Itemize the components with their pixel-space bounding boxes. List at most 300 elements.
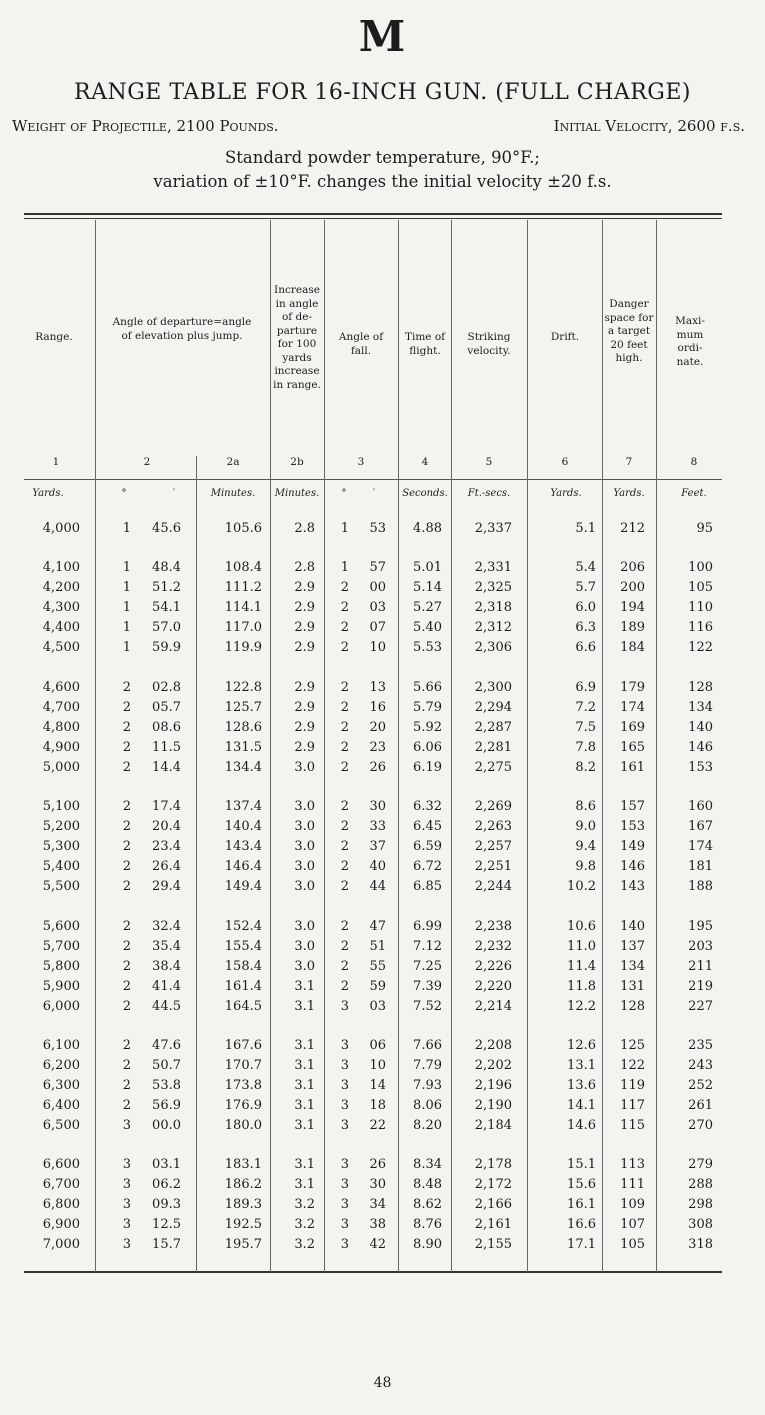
- table-cell: 167.6: [224, 1038, 262, 1053]
- table-cell: 2: [340, 699, 349, 715]
- table-cell: 2,331: [474, 560, 512, 576]
- table-cell: 140.4: [224, 819, 262, 835]
- table-cell: 2,306: [474, 640, 512, 656]
- table-cell: 00: [369, 580, 386, 596]
- table-cell: 5.66: [413, 679, 442, 695]
- table-cell: 6,800: [42, 1197, 80, 1213]
- table-cell: 2,238: [474, 918, 512, 934]
- table-cell: 6.19: [413, 759, 442, 775]
- table-cell: 298: [688, 1197, 713, 1213]
- table-row: [0, 859, 765, 879]
- table-cell: 44: [369, 879, 386, 895]
- column-number: 2: [143, 456, 151, 468]
- table-cell: 3.1: [294, 1098, 315, 1113]
- table-cell: 174: [620, 699, 645, 715]
- table-cell: 2,263: [474, 819, 512, 835]
- table-cell: 8.76: [413, 1217, 442, 1233]
- table-cell: 16.6: [567, 1217, 596, 1233]
- header-time-of-flight: Time of flight.: [404, 331, 446, 357]
- table-cell: 2: [122, 1078, 131, 1093]
- table-cell: 45.6: [152, 521, 181, 536]
- table-cell: 2: [122, 958, 131, 974]
- unit-seconds: Seconds.: [402, 488, 448, 499]
- table-cell: 2: [340, 759, 349, 775]
- column-number: 5: [485, 456, 493, 468]
- table-cell: 2.8: [294, 560, 315, 576]
- table-cell: 2: [122, 679, 131, 695]
- table-cell: 6.45: [413, 819, 442, 835]
- table-cell: 6,000: [42, 998, 80, 1014]
- table-cell: 37: [369, 839, 386, 855]
- table-cell: 2,172: [474, 1177, 512, 1193]
- table-cell: 2: [340, 719, 349, 735]
- table-cell: 3: [340, 1098, 349, 1113]
- table-cell: 15.1: [567, 1157, 596, 1173]
- table-cell: 23: [369, 739, 386, 755]
- table-cell: 105: [688, 580, 713, 596]
- table-cell: 09.3: [152, 1197, 181, 1213]
- unit-ft-secs: Ft.-secs.: [467, 488, 511, 499]
- table-cell: 6.0: [575, 600, 596, 616]
- header-danger-space: Danger space for a target 20 feet high.: [604, 298, 654, 364]
- table-cell: 2: [122, 859, 131, 875]
- table-cell: 3: [340, 1237, 349, 1253]
- table-cell: 2: [340, 839, 349, 855]
- table-cell: 55: [369, 958, 386, 974]
- table-row: [0, 799, 765, 819]
- table-cell: 169: [620, 719, 645, 735]
- table-cell: 122.8: [224, 679, 262, 695]
- table-cell: 2: [122, 998, 131, 1014]
- table-cell: 4.88: [413, 521, 442, 536]
- table-cell: 2,294: [474, 699, 512, 715]
- table-cell: 5.40: [413, 620, 442, 636]
- table-cell: 192.5: [224, 1217, 262, 1233]
- table-cell: 116: [688, 620, 713, 636]
- table-cell: 2: [340, 580, 349, 596]
- table-row: [0, 1157, 765, 1177]
- table-cell: 4,400: [42, 620, 80, 636]
- table-cell: 115: [620, 1118, 645, 1133]
- table-cell: 2: [122, 719, 131, 735]
- table-cell: 2,214: [474, 998, 512, 1014]
- table-cell: 6.6: [575, 640, 596, 656]
- header-range: Range.: [35, 331, 73, 343]
- table-cell: 3: [122, 1157, 131, 1173]
- table-cell: 2,166: [474, 1197, 512, 1213]
- table-cell: 1: [122, 521, 131, 536]
- table-cell: 30: [369, 1177, 386, 1193]
- table-cell: 2: [340, 859, 349, 875]
- table-cell: 288: [688, 1177, 713, 1193]
- table-cell: 10: [369, 640, 386, 656]
- unit-yards: Yards.: [32, 488, 64, 499]
- table-cell: 157: [620, 799, 645, 815]
- table-cell: 8.6: [575, 799, 596, 815]
- table-cell: 12.2: [567, 998, 596, 1014]
- table-cell: 08.6: [152, 719, 181, 735]
- table-cell: 2,318: [474, 600, 512, 616]
- table-cell: 53: [369, 521, 386, 536]
- table-cell: 2.9: [294, 679, 315, 695]
- table-cell: 6.3: [575, 620, 596, 636]
- column-number: 6: [561, 456, 569, 468]
- table-cell: 2: [340, 879, 349, 895]
- table-cell: 212: [620, 521, 645, 536]
- table-cell: 146: [620, 859, 645, 875]
- table-cell: 10: [369, 1058, 386, 1073]
- table-cell: 26.4: [152, 859, 181, 875]
- table-cell: 4,000: [42, 521, 80, 536]
- table-cell: 3: [340, 1078, 349, 1093]
- table-cell: 105.6: [224, 521, 262, 536]
- table-cell: 149: [620, 839, 645, 855]
- table-cell: 173.8: [224, 1078, 262, 1093]
- table-cell: 3: [340, 1058, 349, 1073]
- table-cell: 6.9: [575, 679, 596, 695]
- table-cell: 7.39: [413, 978, 442, 994]
- table-cell: 35.4: [152, 938, 181, 954]
- table-cell: 2,208: [474, 1038, 512, 1053]
- table-cell: 11.4: [567, 958, 596, 974]
- table-cell: 4,700: [42, 699, 80, 715]
- table-cell: 108.4: [224, 560, 262, 576]
- table-cell: 4,200: [42, 580, 80, 596]
- table-cell: 114.1: [224, 600, 262, 616]
- column-number: 2b: [290, 456, 304, 468]
- table-cell: 3.1: [294, 978, 315, 994]
- table-cell: 3.1: [294, 1157, 315, 1173]
- table-cell: 134: [620, 958, 645, 974]
- table-cell: 111.2: [224, 580, 262, 596]
- table-cell: 9.0: [575, 819, 596, 835]
- table-cell: 4,300: [42, 600, 80, 616]
- table-cell: 2,190: [474, 1098, 512, 1113]
- column-number: 4: [421, 456, 429, 468]
- table-cell: 107: [620, 1217, 645, 1233]
- table-cell: 30: [369, 799, 386, 815]
- table-cell: 1: [340, 521, 349, 536]
- table-cell: 2,300: [474, 679, 512, 695]
- table-cell: 47: [369, 918, 386, 934]
- table-cell: 111: [620, 1177, 645, 1193]
- table-row: [0, 1098, 765, 1118]
- table-cell: 128.6: [224, 719, 262, 735]
- table-cell: 48.4: [152, 560, 181, 576]
- table-cell: 53.8: [152, 1078, 181, 1093]
- table-cell: 22: [369, 1118, 386, 1133]
- table-cell: 3.2: [294, 1197, 315, 1213]
- table-cell: 243: [688, 1058, 713, 1073]
- table-cell: 2: [340, 679, 349, 695]
- table-row: [0, 760, 765, 780]
- table-cell: 57.0: [152, 620, 181, 636]
- table-cell: 8.62: [413, 1197, 442, 1213]
- table-row: [0, 919, 765, 939]
- table-cell: 3.1: [294, 998, 315, 1014]
- table-cell: 34: [369, 1197, 386, 1213]
- table-row: [0, 560, 765, 580]
- unit-fall-degrees: °: [341, 488, 347, 499]
- unit-feet: Feet.: [681, 488, 707, 499]
- table-cell: 2: [122, 759, 131, 775]
- table-cell: 140: [620, 918, 645, 934]
- table-cell: 2.9: [294, 699, 315, 715]
- powder-temperature-note: Standard powder temperature, 90°F.;: [225, 148, 540, 167]
- table-cell: 2: [340, 620, 349, 636]
- table-cell: 10.6: [567, 918, 596, 934]
- table-cell: 5,000: [42, 759, 80, 775]
- table-cell: 2.9: [294, 719, 315, 735]
- table-cell: 11.8: [567, 978, 596, 994]
- column-number: 2a: [226, 456, 240, 468]
- table-row: [0, 1217, 765, 1237]
- header-angle-of-departure: Angle of departure=angle of elevation plus jump.: [112, 316, 252, 342]
- table-cell: 128: [620, 998, 645, 1014]
- initial-velocity: Initial Velocity, 2600 f.s.: [553, 117, 745, 135]
- table-cell: 1: [122, 560, 131, 576]
- table-cell: 155.4: [224, 938, 262, 954]
- table-row: [0, 1078, 765, 1098]
- table-cell: 3.1: [294, 1177, 315, 1193]
- table-cell: 5.01: [413, 560, 442, 576]
- table-cell: 143.4: [224, 839, 262, 855]
- table-cell: 3.0: [294, 819, 315, 835]
- table-cell: 2: [340, 938, 349, 954]
- table-cell: 2: [340, 958, 349, 974]
- table-cell: 194: [620, 600, 645, 616]
- table-cell: 23.4: [152, 839, 181, 855]
- table-cell: 5,500: [42, 879, 80, 895]
- table-cell: 143: [620, 879, 645, 895]
- table-cell: 40: [369, 859, 386, 875]
- table-cell: 200: [620, 580, 645, 596]
- table-cell: 279: [688, 1157, 713, 1173]
- table-cell: 14: [369, 1078, 386, 1093]
- table-row: [0, 600, 765, 620]
- table-row: [0, 1197, 765, 1217]
- table-cell: 12.6: [567, 1038, 596, 1053]
- table-cell: 203: [688, 938, 713, 954]
- table-cell: 5.92: [413, 719, 442, 735]
- table-cell: 161: [620, 759, 645, 775]
- table-cell: 2,232: [474, 938, 512, 954]
- table-cell: 2: [340, 739, 349, 755]
- table-cell: 152.4: [224, 918, 262, 934]
- table-cell: 3: [340, 1217, 349, 1233]
- table-cell: 128: [688, 679, 713, 695]
- table-cell: 3: [340, 1177, 349, 1193]
- table-cell: 5,700: [42, 938, 80, 954]
- table-cell: 2: [122, 879, 131, 895]
- table-cell: 06.2: [152, 1177, 181, 1193]
- table-cell: 2.9: [294, 620, 315, 636]
- table-cell: 179: [620, 679, 645, 695]
- table-cell: 16: [369, 699, 386, 715]
- column-number: 3: [357, 456, 365, 468]
- table-cell: 219: [688, 978, 713, 994]
- table-cell: 3.2: [294, 1237, 315, 1253]
- table-cell: 54.1: [152, 600, 181, 616]
- table-cell: 153: [620, 819, 645, 835]
- table-cell: 00.0: [152, 1118, 181, 1133]
- table-cell: 3: [122, 1118, 131, 1133]
- table-cell: 8.20: [413, 1118, 442, 1133]
- table-cell: 47.6: [152, 1038, 181, 1053]
- unit-fall-minutes: ′: [372, 488, 376, 499]
- table-cell: 6,300: [42, 1078, 80, 1093]
- table-cell: 117: [620, 1098, 645, 1113]
- table-cell: 6.06: [413, 739, 442, 755]
- table-cell: 2,184: [474, 1118, 512, 1133]
- table-cell: 2: [122, 1058, 131, 1073]
- table-row: [0, 620, 765, 640]
- table-cell: 29.4: [152, 879, 181, 895]
- table-cell: 318: [688, 1237, 713, 1253]
- table-cell: 7.8: [575, 739, 596, 755]
- table-row: [0, 1237, 765, 1257]
- table-cell: 2,196: [474, 1078, 512, 1093]
- table-cell: 153: [688, 759, 713, 775]
- table-cell: 5,100: [42, 799, 80, 815]
- page-number: 48: [373, 1375, 392, 1391]
- header-increase-in-angle: Increase in angle of de-parture for 100 yards increase in range.: [273, 284, 321, 391]
- table-cell: 2,337: [474, 521, 512, 536]
- table-cell: 3: [122, 1217, 131, 1233]
- table-cell: 4,800: [42, 719, 80, 735]
- table-cell: 26: [369, 1157, 386, 1173]
- table-cell: 140: [688, 719, 713, 735]
- column-number: 1: [52, 456, 60, 468]
- table-cell: 9.8: [575, 859, 596, 875]
- table-cell: 7.2: [575, 699, 596, 715]
- table-cell: 3: [340, 1038, 349, 1053]
- table-cell: 252: [688, 1078, 713, 1093]
- table-cell: 2: [340, 799, 349, 815]
- table-cell: 26: [369, 759, 386, 775]
- table-cell: 170.7: [224, 1058, 262, 1073]
- table-cell: 105: [620, 1237, 645, 1253]
- table-cell: 3.0: [294, 759, 315, 775]
- table-cell: 17.4: [152, 799, 181, 815]
- table-cell: 7.79: [413, 1058, 442, 1073]
- table-cell: 2,155: [474, 1237, 512, 1253]
- table-cell: 7.12: [413, 938, 442, 954]
- table-cell: 7,000: [42, 1237, 80, 1253]
- table-row: [0, 979, 765, 999]
- table-cell: 18: [369, 1098, 386, 1113]
- table-cell: 6,700: [42, 1177, 80, 1193]
- table-cell: 2,257: [474, 839, 512, 855]
- table-row: [0, 1177, 765, 1197]
- table-cell: 174: [688, 839, 713, 855]
- table-cell: 2: [122, 839, 131, 855]
- table-cell: 5.7: [575, 580, 596, 596]
- unit-minutes-symbol: ′: [172, 488, 176, 499]
- velocity-variation-note: variation of ±10°F. changes the initial velocity ±20 f.s.: [153, 172, 612, 191]
- table-cell: 1: [340, 560, 349, 576]
- table-cell: 119.9: [224, 640, 262, 656]
- table-cell: 2: [122, 819, 131, 835]
- table-cell: 2: [122, 739, 131, 755]
- table-cell: 3.0: [294, 799, 315, 815]
- table-cell: 2,312: [474, 620, 512, 636]
- table-cell: 2: [122, 938, 131, 954]
- table-row: [0, 1038, 765, 1058]
- table-row: [0, 640, 765, 660]
- table-cell: 3.1: [294, 1038, 315, 1053]
- projectile-weight: Weight of Projectile, 2100 Pounds.: [12, 117, 279, 135]
- table-cell: 02.8: [152, 679, 181, 695]
- table-cell: 16.1: [567, 1197, 596, 1213]
- table-cell: 5.53: [413, 640, 442, 656]
- table-cell: 6,500: [42, 1118, 80, 1133]
- table-cell: 3.1: [294, 1078, 315, 1093]
- table-cell: 5,200: [42, 819, 80, 835]
- table-cell: 95: [696, 521, 713, 536]
- column-number: 7: [625, 456, 633, 468]
- table-cell: 5.1: [575, 521, 596, 536]
- table-cell: 13: [369, 679, 386, 695]
- unit-drift-yards: Yards.: [550, 488, 582, 499]
- table-cell: 161.4: [224, 978, 262, 994]
- table-cell: 189.3: [224, 1197, 262, 1213]
- table-cell: 4,900: [42, 739, 80, 755]
- header-angle-of-fall: Angle of fall.: [338, 331, 384, 357]
- table-cell: 2: [340, 640, 349, 656]
- table-cell: 181: [688, 859, 713, 875]
- table-cell: 3: [122, 1177, 131, 1193]
- table-cell: 110: [688, 600, 713, 616]
- column-number: 8: [690, 456, 698, 468]
- table-cell: 8.2: [575, 759, 596, 775]
- table-cell: 119: [620, 1078, 645, 1093]
- table-cell: 113: [620, 1157, 645, 1173]
- table-cell: 117.0: [224, 620, 262, 636]
- table-cell: 57: [369, 560, 386, 576]
- table-cell: 134.4: [224, 759, 262, 775]
- table-cell: 186.2: [224, 1177, 262, 1193]
- table-cell: 03.1: [152, 1157, 181, 1173]
- table-cell: 189: [620, 620, 645, 636]
- table-cell: 109: [620, 1197, 645, 1213]
- table-cell: 2,226: [474, 958, 512, 974]
- table-cell: 6,400: [42, 1098, 80, 1113]
- table-cell: 14.6: [567, 1118, 596, 1133]
- table-row: [0, 720, 765, 740]
- table-cell: 2: [340, 819, 349, 835]
- table-cell: 2: [122, 918, 131, 934]
- table-row: [0, 740, 765, 760]
- table-cell: 122: [688, 640, 713, 656]
- table-cell: 3: [340, 1118, 349, 1133]
- table-cell: 131.5: [224, 739, 262, 755]
- table-cell: 2,281: [474, 739, 512, 755]
- table-cell: 2.9: [294, 640, 315, 656]
- table-cell: 137.4: [224, 799, 262, 815]
- table-cell: 51.2: [152, 580, 181, 596]
- table-cell: 5,600: [42, 918, 80, 934]
- table-cell: 6.59: [413, 839, 442, 855]
- table-cell: 2: [340, 978, 349, 994]
- table-cell: 50.7: [152, 1058, 181, 1073]
- table-cell: 33: [369, 819, 386, 835]
- table-cell: 3.2: [294, 1217, 315, 1233]
- table-cell: 6,200: [42, 1058, 80, 1073]
- table-cell: 2,269: [474, 799, 512, 815]
- table-cell: 2,325: [474, 580, 512, 596]
- table-row: [0, 580, 765, 600]
